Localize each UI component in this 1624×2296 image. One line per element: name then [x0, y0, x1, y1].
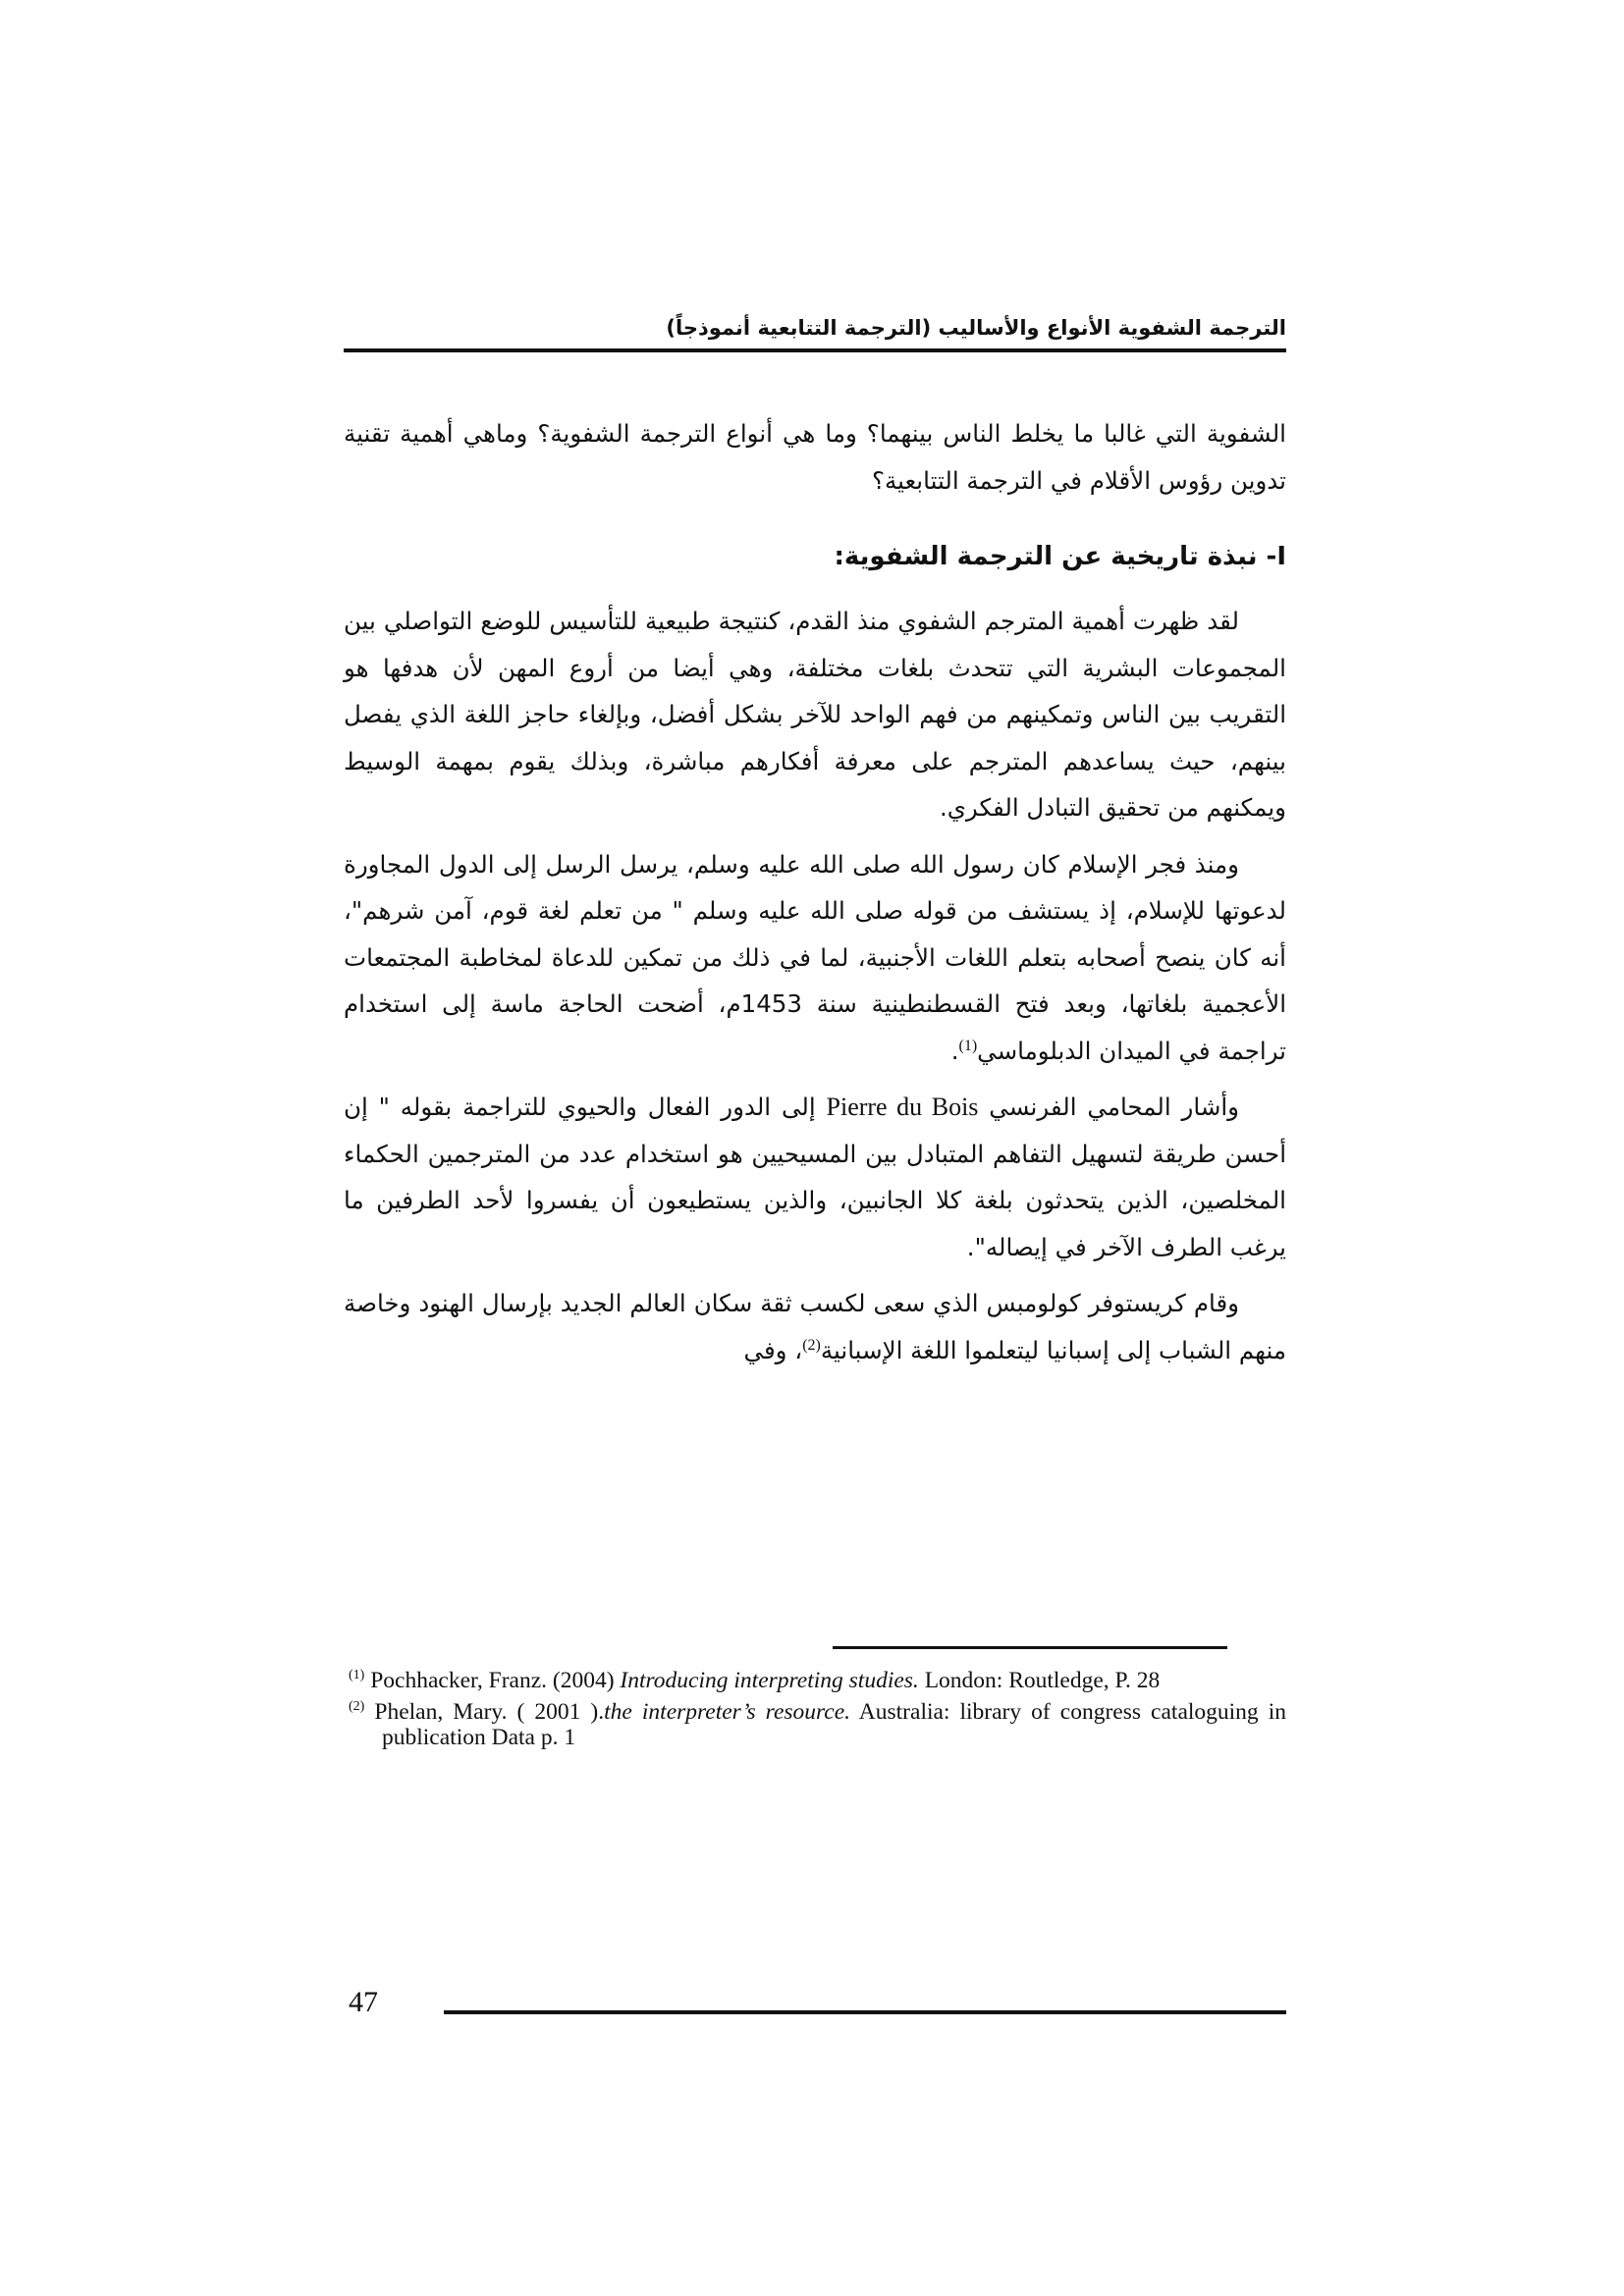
header-rule — [344, 348, 1286, 352]
running-header: الترجمة الشفوية الأنواع والأساليب (الترجمة التتابعية أنموذجاً) — [666, 316, 1286, 340]
paragraph-4 — [344, 1280, 1286, 1373]
paragraph-4-text: وقام كريستوفر كولومبس الذي سعى لكسب ثقة سكان العالم الجديد بإرسال الهنود وخاصة منهم الشباب إلى إسبانيا ليتعلموا اللغة الإسبانية — [344, 1289, 1286, 1364]
footnotes — [349, 1668, 1286, 1756]
paragraph-2 — [344, 841, 1286, 1075]
page-number: 47 — [349, 1986, 378, 2018]
footnote-2-marker: (2) — [349, 1699, 365, 1715]
person-name-latin: Pierre du Bois — [826, 1093, 979, 1121]
footer-rule — [444, 2010, 1286, 2014]
paragraph-4-end: ، وفي — [743, 1335, 803, 1364]
footnote-1-author: Pochhacker, Franz. (2004) — [370, 1668, 621, 1693]
footnote-1 — [349, 1668, 1286, 1693]
paragraph-1: لقد ظهرت أهمية المترجم الشفوي منذ القدم، كنتيجة طبيعية للتأسيس للوضع التواصلي بين المجموعات البشرية التي تتحدث بلغات مختلفة، وهي أيضا من أروع المهن لأن هدفها هو التقريب بين الناس وتمكينهم من فهم الواحد للآخر بشكل أفضل، وبإلغاء حاجز اللغة الذي يفصل بينهم، حيث يساعدهم المترجم على معرفة أفكارهم مباشرة، وبذلك يقوم بمهمة الوسيط ويمكنهم من تحقيق التبادل الفكري. — [344, 607, 1286, 822]
paragraph-2-text: ومنذ فجر الإسلام كان رسول الله صلى الله عليه وسلم، يرسل الرسل إلى الدول المجاورة لدعوتها للإسلام، إذ يستشف من قوله صلى الله عليه وسلم " من تعلم لغة قوم، آمن شرهم"، أنه كان ينصح أصحابه بتعلم اللغات الأجنبية، لما في ذلك من تمكين للدعاة لمخاطبة المجتمعات الأعجمية بلغاتها، وبعد فتح القسطنطينية سنة 1453م، أضحت الحاجة ماسة إلى استخدام تراجمة في الميدان الدبلوماسي — [344, 849, 1287, 1065]
footnote-ref-1: (1) — [958, 1037, 978, 1054]
footnote-2 — [349, 1699, 1286, 1750]
footnote-1-marker: (1) — [349, 1668, 365, 1683]
footnote-2-title: the interpreter’s resource. — [604, 1699, 851, 1725]
footnote-ref-2: (2) — [802, 1336, 821, 1354]
paragraph-3-rest: إلى الدور الفعال والحيوي للتراجمة بقوله " إن أحسن طريقة لتسهيل التفاهم المتبادل بين المسيحيين هو استخدام عدد من المترجمين الحكماء المخلصين، الذين يتحدثون بلغة كلا الجانبين، والذين يستطيعون أن يفسروا لأحد الطرفين ما يرغب الطرف الآخر في إيصاله". — [344, 1093, 1286, 1261]
footnote-1-publisher: London: Routledge, P. 28 — [918, 1668, 1161, 1693]
footnote-1-title: Introducing interpreting studies. — [620, 1668, 919, 1693]
main-text — [344, 410, 1286, 1383]
section-heading: I- نبذة تاريخية عن الترجمة الشفوية: — [834, 542, 1286, 571]
paragraph-3 — [344, 1084, 1286, 1270]
footnote-2-publisher: Australia: library of congress cataloguing in publication Data p. 1 — [382, 1699, 1286, 1750]
paragraph-3-lead: وأشار المحامي الفرنسي — [989, 1093, 1239, 1121]
paragraph-2-end: . — [950, 1036, 959, 1065]
footnote-2-author: Phelan, Mary. ( 2001 ). — [374, 1699, 605, 1725]
intro-paragraph: الشفوية التي غالبا ما يخلط الناس بينهما؟ وما هي أنواع الترجمة الشفوية؟ وماهي أهمية تقنية تدوين رؤوس الأقلام في الترجمة التتابعية؟ — [344, 419, 1286, 495]
footnote-separator — [833, 1646, 1227, 1649]
